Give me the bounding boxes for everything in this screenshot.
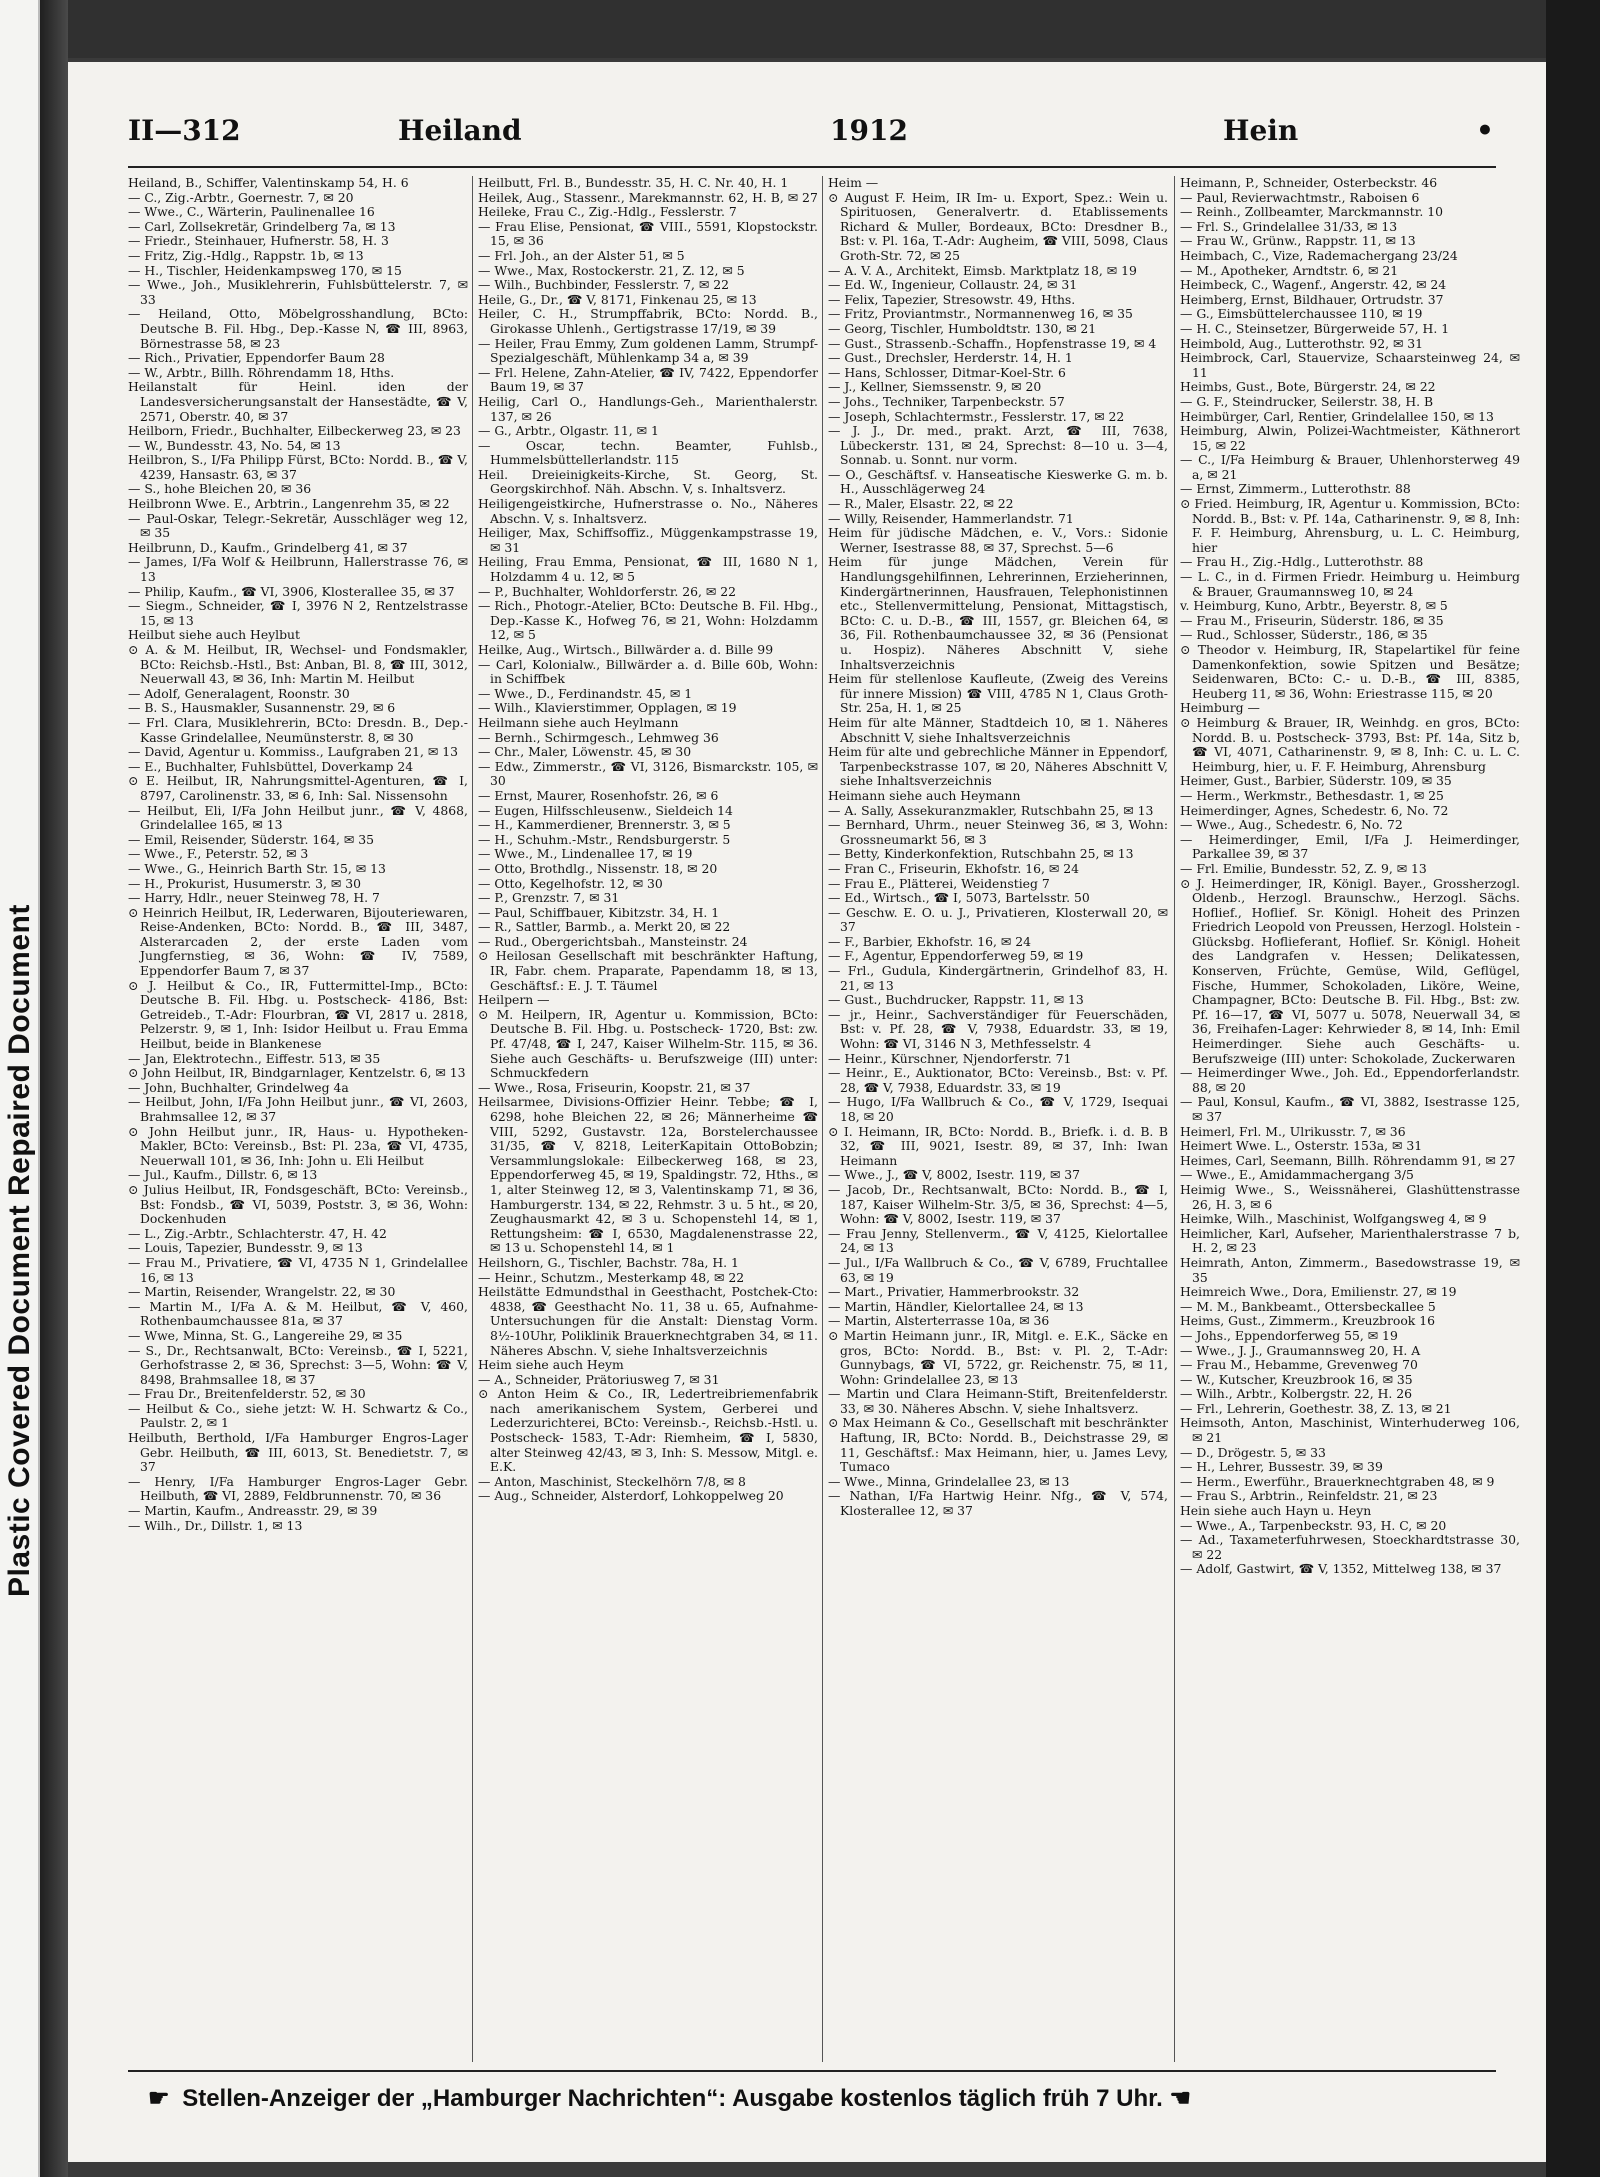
directory-entry: — Carl, Zollsekretär, Grindelberg 7a, ✉ 13	[128, 218, 396, 234]
directory-entry: Heiling, Frau Emma, Pensionat, ☎ III, 1680 N 1, Holzdamm 4 u. 12, ✉ 5	[478, 554, 818, 585]
directory-entry: — Heiler, Frau Emmy, Zum goldenen Lamm, Strumpf-Spezialgeschäft, Mühlenkamp 34 a, ✉ 39	[478, 335, 818, 366]
directory-entry: ⊙ Heimburg & Brauer, IR, Weinhdg. en gros, BCto: Nordd. B. u. Postscheck- 3793, Bst: Pf. 14a, Sitz b, ☎ VI, 4071, Catharinenstr. 9, ✉ 8, Inh: C. u. L. C. Heimburg, hier, u. F. F. Heimburg, Ahrensburg	[1180, 714, 1520, 774]
directory-entry: Heim für alte Männer, Stadtdeich 10, ✉ 1. Näheres Abschnitt V, siehe Inhaltsverzeichnis	[828, 714, 1168, 745]
directory-entry: — Frl., Gudula, Kindergärtnerin, Grindelhof 83, H. 21, ✉ 13	[828, 963, 1168, 993]
repair-tape-strip	[0, 0, 40, 2177]
directory-entry: — Heinr., E., Auktionator, BCto: Vereinsb., Bst: v. Pf. 28, ☎ V, 7938, Eduardstr. 33, ✉ 19	[828, 1065, 1168, 1095]
left-keyword: Heiland	[398, 114, 522, 147]
directory-entry: — Harry, Hdlr., neuer Steinweg 78, H. 7	[128, 890, 380, 906]
directory-entry: — Siegm., Schneider, ☎ I, 3976 N 2, Rentzelstrasse 15, ✉ 13	[128, 598, 468, 628]
directory-entry: — Gust., Strassenb.-Schaffn., Hopfenstrasse 19, ✉ 4	[828, 335, 1157, 351]
directory-entry: — H., Tischler, Heidenkampsweg 170, ✉ 15	[128, 262, 402, 278]
directory-entry: — Otto, Brothdlg., Nissenstr. 18, ✉ 20	[478, 860, 718, 876]
directory-entry: — Wwe., J. J., Graumannsweg 20, H. A	[1180, 1342, 1421, 1358]
directory-entry: Heimburg —	[1180, 700, 1260, 716]
column-1	[128, 176, 468, 2066]
directory-entry: — Ed., Wirtsch., ☎ I, 5073, Bartelsstr. 50	[828, 890, 1090, 906]
directory-entry: — R., Maler, Elsastr. 22, ✉ 22	[828, 496, 1014, 512]
directory-entry: — Martin M., I/Fa A. & M. Heilbut, ☎ V, 460, Rothenbaumchaussee 81a, ✉ 37	[128, 1298, 468, 1329]
directory-entry: Heimbeck, C., Wagenf., Angerstr. 42, ✉ 24	[1180, 277, 1447, 293]
directory-entry: Heilke, Aug., Wirtsch., Billwärder a. d. Bille 99	[478, 642, 774, 657]
directory-entry: — Bernh., Schirmgesch., Lehmweg 36	[478, 729, 719, 745]
directory-entry: — Heimerdinger Wwe., Joh. Ed., Eppendorferlandstr. 88, ✉ 20	[1180, 1065, 1520, 1095]
directory-entry: — Frau Jenny, Stellenverm., ☎ V, 4125, Kielortallee 24, ✉ 13	[828, 1225, 1168, 1256]
directory-entry: Heimer, Gust., Barbier, Süderstr. 109, ✉ 35	[1180, 773, 1452, 789]
directory-entry: Heiligengeistkirche, Hufnerstrasse o. No., Näheres Abschn. V, s. Inhaltsverz.	[478, 496, 818, 526]
year: 1912	[830, 114, 908, 147]
directory-entry: — Heilbut, John, I/Fa John Heilbut junr., ☎ VI, 2603, Brahmsallee 12, ✉ 37	[128, 1094, 468, 1124]
directory-entry: — Wwe., E., Amidammachergang 3/5	[1180, 1167, 1414, 1183]
directory-entry: Heilanstalt für Heinl. iden der Landesversicherungsanstalt der Hansestädte, ☎ V, 2571, Oberstr. 40, ✉ 37	[128, 379, 468, 424]
directory-entry: Heim für jüdische Mädchen, e. V., Vors.: Sidonie Werner, Isestrasse 88, ✉ 37, Sprechst. 5—6	[828, 525, 1168, 555]
directory-entry: — Heinr., Kürschner, Njendorferstr. 71	[828, 1050, 1072, 1066]
directory-entry: — Jul., Kaufm., Dillstr. 6, ✉ 13	[128, 1167, 318, 1183]
directory-entry: — W., Kutscher, Kreuzbrook 16, ✉ 35	[1180, 1371, 1413, 1387]
directory-entry: — Rud., Obergerichtsbah., Mansteinstr. 24	[478, 933, 748, 949]
directory-entry: — Paul-Oskar, Telegr.-Sekretär, Ausschläger weg 12, ✉ 35	[128, 510, 468, 541]
directory-entry: ⊙ August F. Heim, IR Im- u. Export, Spez.: Wein u. Spirituosen, Generalvertr. d. Etablissements Richard & Muller, Bordeaux, BCto: Dresdner B., Bst: v. Pl. 16a, T.-Adr: Augheim, ☎ VIII, 5098, Claus Groth-Str. 72, ✉ 25	[828, 189, 1168, 263]
directory-entry: — Fritz, Proviantmstr., Normannenweg 16, ✉ 35	[828, 306, 1133, 322]
directory-entry: — Frau S., Arbtrin., Reinfeldstr. 21, ✉ 23	[1180, 1488, 1438, 1504]
directory-entry: ⊙ Anton Heim & Co., IR, Ledertreibriemenfabrik nach amerikanischem System, Gerberei und Lederzurichterei, BCto: Vereinsb.-, Reichsb.-Hstl. u. Postscheck- 1583, T.-Adr: Riemheim, ☎ I, 5830, alter Steinweg 42/43, ✉ 3, Inh: S. Messow, Mitgl. e. E.K.	[478, 1386, 818, 1475]
directory-entry: Heiliger, Max, Schiffsoffiz., Müggenkampstrasse 19, ✉ 31	[478, 525, 818, 555]
directory-entry: — A. V. A., Architekt, Eimsb. Marktplatz 18, ✉ 19	[828, 262, 1137, 278]
directory-entry: — Nathan, I/Fa Hartwig Heinr. Nfg., ☎ V, 574, Klosterallee 12, ✉ 37	[828, 1488, 1168, 1519]
directory-entry: — Martin, Kaufm., Andreasstr. 29, ✉ 39	[128, 1503, 378, 1519]
directory-entry: — Frau W., Grünw., Rappstr. 11, ✉ 13	[1180, 233, 1416, 249]
directory-entry: — Wwe., D., Ferdinandstr. 45, ✉ 1	[478, 685, 693, 701]
directory-entry: — Paul, Konsul, Kaufm., ☎ VI, 3882, Isestrasse 125, ✉ 37	[1180, 1094, 1520, 1124]
directory-entry: — Friedr., Steinhauer, Hufnerstr. 58, H. 3	[128, 233, 389, 249]
directory-entry: — Martin, Alsterterrasse 10a, ✉ 36	[828, 1313, 1050, 1329]
directory-entry: Heileke, Frau C., Zig.-Hdlg., Fesslerstr. 7	[478, 204, 737, 220]
directory-entry: — Hugo, I/Fa Wallbruch & Co., ☎ V, 1729, Isequai 18, ✉ 20	[828, 1094, 1168, 1124]
directory-entry: Heimrath, Anton, Zimmerm., Basedowstrasse 19, ✉ 35	[1180, 1254, 1520, 1285]
directory-entry: — M., Apotheker, Arndtstr. 6, ✉ 21	[1180, 262, 1399, 278]
directory-entry: ⊙ John Heilbut, IR, Bindgarnlager, Kentzelstr. 6, ✉ 13	[128, 1065, 466, 1081]
directory-entry: — Wilh., Dr., Dillstr. 1, ✉ 13	[128, 1517, 303, 1533]
directory-entry: — E., Buchhalter, Fuhlsbüttel, Doverkamp 24	[128, 758, 414, 774]
directory-entry: Heilbutt, Frl. B., Bundesstr. 35, H. C. Nr. 40, H. 1	[478, 176, 789, 190]
directory-entry: — Wwe., Rosa, Friseurin, Koopstr. 21, ✉ 37	[478, 1079, 751, 1095]
directory-entry: — Martin, Händler, Kielortallee 24, ✉ 13	[828, 1298, 1084, 1314]
directory-entry: — Paul, Revierwachtmstr., Raboisen 6	[1180, 189, 1420, 205]
directory-entry: — Adolf, Gastwirt, ☎ V, 1352, Mittelweg 138, ✉ 37	[1180, 1561, 1502, 1577]
directory-entry: — J. J., Dr. med., prakt. Arzt, ☎ III, 7638, Lübeckerstr. 131, ✉ 24, Sprechst: 8—10 u. 3—4, Sonnab. u. Sonnt. nur vorm.	[828, 423, 1168, 468]
directory-entry: ⊙ I. Heimann, IR, BCto: Nordd. B., Briefk. i. d. B. B 32, ☎ III, 9021, Isestr. 89, ✉ 37, Inh: Iwan Heimann	[828, 1123, 1168, 1168]
directory-entry: — G., Eimsbüttelerchaussee 110, ✉ 19	[1180, 306, 1423, 322]
directory-entry: — Wwe., Minna, Grindelallee 23, ✉ 13	[828, 1473, 1070, 1489]
directory-entry: — Frau E., Plätterei, Weidenstieg 7	[828, 875, 1050, 891]
column-divider	[822, 176, 823, 2062]
directory-entry: — Georg, Tischler, Humboldtstr. 130, ✉ 21	[828, 320, 1097, 336]
directory-entry: — Oscar, techn. Beamter, Fuhlsb., Hummelsbüttellerlandstr. 115	[478, 437, 818, 468]
directory-entry: Heimig Wwe., S., Weissnäherei, Glashüttenstrasse 26, H. 3, ✉ 6	[1180, 1181, 1520, 1212]
directory-entry: — Frau Dr., Breitenfelderstr. 52, ✉ 30	[128, 1386, 366, 1402]
directory-entry: — Wwe., G., Heinrich Barth Str. 15, ✉ 13	[128, 860, 386, 876]
column-3	[828, 176, 1168, 2066]
footer-text: Stellen-Anzeiger der „Hamburger Nachrichten“: Ausgabe kostenlos täglich früh 7 Uhr.	[182, 2085, 1163, 2112]
directory-entry: — Heilbut & Co., siehe jetzt: W. H. Schwartz & Co., Paulstr. 2, ✉ 1	[128, 1400, 468, 1431]
directory-entry: — H. C., Steinsetzer, Bürgerweide 57, H. 1	[1180, 320, 1450, 336]
directory-entry: Heimbrock, Carl, Stauervize, Schaarsteinweg 24, ✉ 11	[1180, 350, 1520, 380]
directory-entry: — Frl. Clara, Musiklehrerin, BCto: Dresdn. B., Dep.-Kasse Grindelallee, Neumünsterstr. 8, ✉ 30	[128, 714, 468, 745]
directory-entry: — Frau H., Zig.-Hdlg., Lutterothstr. 88	[1180, 554, 1424, 570]
directory-entry: — S., Dr., Rechtsanwalt, BCto: Vereinsb., ☎ I, 5221, Gerhofstrasse 2, ✉ 36, Sprechst: 3—5, Wohn: ☎ V, 8498, Brahmsallee 18, ✉ 37	[128, 1342, 468, 1387]
directory-entry: v. Heimburg, Kuno, Arbtr., Beyerstr. 8, ✉ 5	[1180, 598, 1448, 614]
directory-entry: Heim für stellenlose Kaufleute, (Zweig des Vereins für innere Mission) ☎ VIII, 4785 N 1, Claus Groth-Str. 25a, H. 1, ✉ 25	[828, 671, 1168, 716]
directory-entry: ⊙ Max Heimann & Co., Gesellschaft mit beschränkter Haftung, IR, BCto: Nordd. B., Deichstrasse 29, ✉ 11, Geschäftsf.: Max Heimann, hier, u. James Levy, Tumaco	[828, 1415, 1168, 1475]
directory-entry: Heimberg, Ernst, Bildhauer, Ortrudstr. 37	[1180, 291, 1444, 307]
directory-entry: — Gust., Drechsler, Herderstr. 14, H. 1	[828, 350, 1073, 366]
directory-entry: — Martin, Reisender, Wrangelstr. 22, ✉ 30	[128, 1284, 396, 1300]
directory-entry: — Joseph, Schlachtermstr., Fesslerstr. 17, ✉ 22	[828, 408, 1125, 424]
directory-entry: — Wwe., A., Tarpenbeckstr. 93, H. C, ✉ 20	[1180, 1517, 1447, 1533]
directory-entry: — Fran C., Friseurin, Ekhofstr. 16, ✉ 24	[828, 860, 1079, 876]
directory-entry: — Frau M., Friseurin, Süderstr. 186, ✉ 35	[1180, 612, 1444, 628]
directory-entry: — Herm., Ewerführ., Brauerknechtgraben 48, ✉ 9	[1180, 1473, 1495, 1489]
directory-entry: — Frl. Joh., an der Alster 51, ✉ 5	[478, 247, 685, 263]
directory-page	[68, 62, 1546, 2162]
column-divider	[1174, 176, 1175, 2062]
directory-entry: Heimann, P., Schneider, Osterbeckstr. 46	[1180, 176, 1438, 190]
directory-entry: — Jacob, Dr., Rechtsanwalt, BCto: Nordd. B., ☎ I, 187, Kaiser Wilhelm-Str. 3/5, ✉ 36, Sprechst: 4—5, Wohn: ☎ V, 8002, Isestr. 119, ✉ 37	[828, 1181, 1168, 1227]
directory-entry: — A., Schneider, Prätoriusweg 7, ✉ 31	[478, 1371, 720, 1387]
directory-entry: ⊙ J. Heimerdinger, IR, Königl. Bayer., Grossherzogl. Oldenb., Herzogl. Braunschw., Herzogl. Sächs. Hoflief., Hoflief. Sr. Königl. Hoheit des Prinzen Friedrich Leopold von Preussen, Herzogl. Holstein - Glücksbg. Hoflieferant, Hoflief. Sr. Königl. Hoheit des Landgrafen v. Hessen; Delikatessen, Konserven, Früchte, Gemüse, Wild, Geflügel, Fische, Hummer, Schokoladen, Liköre, Weine, Champagner, BCto: Deutsche B. Fil. Hbg., Bst: zw. Pf. 16—17, ☎ VI, 5077 u. 5078, Neuerwall 34, ✉ 36, Freihafen-Lager: Kehrwieder 8, ✉ 14, Inh: Emil Heimerdinger. Siehe auch Geschäfts- u. Berufszweige (III) unter: Schokolade, Zuckerwaren	[1180, 875, 1520, 1066]
directory-entry: — Gust., Buchdrucker, Rappstr. 11, ✉ 13	[828, 992, 1084, 1008]
directory-entry: Heilpern —	[478, 992, 550, 1008]
directory-entry: ⊙ John Heilbut junr., IR, Haus- u. Hypotheken-Makler, BCto: Vereinsb., Bst: Pl. 23a, ☎ VI, 4735, Neuerwall 101, ✉ 36, Inh: John u. Eli Heilbut	[128, 1123, 468, 1168]
directory-entry: — O., Geschäftsf. v. Hanseatische Kieswerke G. m. b. H., Ausschlägerweg 24	[828, 466, 1168, 497]
directory-entry: Heilbronn Wwe. E., Arbtrin., Langenrehm 35, ✉ 22	[128, 496, 450, 512]
directory-entry: Heilig, Carl O., Handlungs-Geh., Marienthalerstr. 137, ✉ 26	[478, 393, 818, 424]
directory-entry: — M. M., Bankbeamt., Ottersbeckallee 5	[1180, 1298, 1436, 1314]
directory-entry: — Wwe., C., Wärterin, Paulinenallee 16	[128, 204, 375, 220]
directory-entry: Heimbs, Gust., Bote, Bürgerstr. 24, ✉ 22	[1180, 379, 1436, 395]
directory-entry: — Ernst, Zimmerm., Lutterothstr. 88	[1180, 481, 1411, 497]
directory-entry: Heimert Wwe. L., Osterstr. 153a, ✉ 31	[1180, 1138, 1423, 1154]
directory-entry: — Martin und Clara Heimann-Stift, Breitenfelderstr. 33, ✉ 30. Näheres Abschn. V, siehe Inhaltsverz.	[828, 1386, 1168, 1416]
right-keyword: Hein	[1223, 114, 1299, 147]
directory-entry: Heimbold, Aug., Lutterothstr. 92, ✉ 31	[1180, 335, 1424, 351]
directory-entry: — Wwe., Aug., Schedestr. 6, No. 72	[1180, 817, 1403, 833]
directory-entry: — Frl., Lehrerin, Goethestr. 38, Z. 13, ✉ 21	[1180, 1400, 1452, 1416]
book-binding-shadow	[38, 0, 68, 2177]
directory-entry: — Heiland, Otto, Möbelgrosshandlung, BCto: Deutsche B. Fil. Hbg., Dep.-Kasse N, ☎ III, 8963, Börnestrasse 58, ✉ 23	[128, 306, 468, 351]
directory-entry: — P., Buchhalter, Wohldorferstr. 26, ✉ 22	[478, 583, 737, 599]
header-rule	[128, 166, 1496, 168]
directory-entry: — Wwe., M., Lindenallee 17, ✉ 19	[478, 846, 693, 862]
page-number: II—312	[128, 114, 241, 147]
directory-entry: — Aug., Schneider, Alsterdorf, Lohkoppelweg 20	[478, 1488, 784, 1504]
directory-entry: Heims, Gust., Zimmerm., Kreuzbrook 16	[1180, 1313, 1436, 1329]
directory-entry: Heimsoth, Anton, Maschinist, Winterhuderweg 106, ✉ 21	[1180, 1415, 1520, 1446]
directory-entry: — C., Zig.-Arbtr., Goernestr. 7, ✉ 20	[128, 189, 354, 205]
directory-entry: ⊙ Martin Heimann junr., IR, Mitgl. e. E.K., Säcke en gros, BCto: Nordd. B., Bst: v. Pl. 2, T.-Adr: Gunnybags, ☎ VI, 5722, gr. Reichenstr. 75, ✉ 11, Wohn: Grindelallee 23, ✉ 13	[828, 1327, 1168, 1387]
directory-entry: Heim für alte und gebrechliche Männer in Eppendorf, Tarpenbeckstrasse 107, ✉ 20, Näheres Abschnitt V, siehe Inhaltsverzeichnis	[828, 744, 1168, 789]
directory-entry: ⊙ A. & M. Heilbut, IR, Wechsel- und Fondsmakler, BCto: Reichsb.-Hstl., Bst: Anban, Bl. 8, ☎ III, 3012, Neuerwall 43, ✉ 36, Inh: Martin M. Heilbut	[128, 642, 468, 687]
directory-entry: Heiler, C. H., Strumpffabrik, BCto: Nordd. B., Girokasse Uhlenh., Gertigstrasse 17/19, ✉ 39	[478, 306, 818, 336]
directory-entry: — Eugen, Hilfsschleusenw., Sieldeich 14	[478, 802, 733, 818]
directory-entry: ⊙ E. Heilbut, IR, Nahrungsmittel-Agenturen, ☎ I, 8797, Carolinenstr. 33, ✉ 6, Inh: Sal. Nissensohn	[128, 773, 468, 803]
directory-entry: — Louis, Tapezier, Bundesstr. 9, ✉ 13	[128, 1240, 363, 1256]
directory-entry: — Adolf, Generalagent, Roonstr. 30	[128, 685, 350, 701]
pointing-hand-icon: ☚	[1169, 2085, 1192, 2112]
directory-entry: — David, Agentur u. Kommiss., Laufgraben 21, ✉ 13	[128, 744, 459, 760]
directory-entry: — Bernhard, Uhrm., neuer Steinweg 36, ✉ 3, Wohn: Grossneumarkt 56, ✉ 3	[828, 817, 1168, 847]
directory-entry: Hein siehe auch Hayn u. Heyn	[1180, 1503, 1372, 1519]
directory-entry: — L., Zig.-Arbtr., Schlachterstr. 47, H. 42	[128, 1225, 387, 1241]
directory-entry: — D., Drögestr. 5, ✉ 33	[1180, 1444, 1326, 1460]
directory-entry: — Wilh., Arbtr., Kolbergstr. 22, H. 26	[1180, 1386, 1413, 1402]
directory-entry: ⊙ J. Heilbut & Co., IR, Futtermittel-Imp., BCto: Deutsche B. Fil. Hbg. u. Postscheck- 4186, Bst: Getreideb., T.-Adr: Flourbran, ☎ VI, 2817 u. 2818, Pelzerstr. 9, ✉ 1, Inh: Isidor Heilbut u. Frau Emma Heilbut, beide in Blankenese	[128, 977, 468, 1052]
directory-entry: — Ernst, Maurer, Rosenhofstr. 26, ✉ 6	[478, 787, 719, 803]
directory-entry: — H., Kammerdiener, Brennerstr. 3, ✉ 5	[478, 817, 731, 833]
directory-entry: — Fritz, Zig.-Hdlg., Rappstr. 1b, ✉ 13	[128, 247, 364, 263]
directory-entry: — R., Sattler, Barmb., a. Merkt 20, ✉ 22	[478, 919, 731, 935]
directory-entry: — Frl. Helene, Zahn-Atelier, ☎ IV, 7422, Eppendorfer Baum 19, ✉ 37	[478, 364, 818, 395]
scan-right-edge	[1546, 0, 1600, 2177]
directory-entry: — Heimerdinger, Emil, I/Fa J. Heimerdinger, Parkallee 39, ✉ 37	[1180, 831, 1520, 862]
directory-entry: — C., I/Fa Heimburg & Brauer, Uhlenhorsterweg 49 a, ✉ 21	[1180, 452, 1520, 482]
directory-entry: — Wilh., Buchbinder, Fesslerstr. 7, ✉ 22	[478, 277, 729, 293]
directory-entry: Heilbuth, Berthold, I/Fa Hamburger Engros-Lager Gebr. Heilbuth, ☎ III, 6013, St. Benedietstr. 7, ✉ 37	[128, 1430, 468, 1475]
directory-entry: — Johs., Techniker, Tarpenbeckstr. 57	[828, 393, 1065, 409]
directory-entry: — Betty, Kinderkonfektion, Rutschbahn 25, ✉ 13	[828, 846, 1134, 862]
directory-entry: Heimburg, Alwin, Polizei-Wachtmeister, Käthnerort 15, ✉ 22	[1180, 423, 1520, 453]
directory-entry: — Rud., Schlosser, Süderstr., 186, ✉ 35	[1180, 627, 1428, 643]
directory-entry: Heim siehe auch Heym	[478, 1357, 624, 1373]
directory-entry: Heiland, B., Schiffer, Valentinskamp 54, H. 6	[128, 176, 409, 190]
directory-entry: ⊙ Theodor v. Heimburg, IR, Stapelartikel für feine Damenkonfektion, sowie Spitzen und Besätze; Seidenwaren, BCto: C.- u. D.-B., ☎ III, 8385, Heuberg 11, ✉ 36, Wohn: Eriestrasse 115, ✉ 20	[1180, 642, 1520, 701]
scan-top-edge	[38, 0, 1600, 58]
directory-entry: — Wwe, Minna, St. G., Langereihe 29, ✉ 35	[128, 1327, 403, 1343]
directory-entry: — Reinh., Zollbeamter, Marckmannstr. 10	[1180, 204, 1443, 220]
directory-entry: — Paul, Schiffbauer, Kibitzstr. 34, H. 1	[478, 904, 720, 920]
directory-entry: Heile, G., Dr., ☎ V, 8171, Finkenau 25, ✉ 13	[478, 291, 757, 307]
column-4	[1180, 176, 1520, 2066]
directory-entry: Heilshorn, G., Tischler, Bachstr. 78a, H. 1	[478, 1254, 739, 1270]
directory-entry: — Rich., Photogr.-Atelier, BCto: Deutsche B. Fil. Hbg., Dep.-Kasse K., Hofweg 76, ✉ 21, Wohn: Holzdamm 12, ✉ 5	[478, 598, 818, 643]
directory-entry: Heimerdinger, Agnes, Schedestr. 6, No. 72	[1180, 802, 1449, 818]
directory-entry: — B. S., Hausmakler, Susannenstr. 29, ✉ 6	[128, 700, 396, 716]
directory-entry: — F., Agentur, Eppendorferweg 59, ✉ 19	[828, 948, 1084, 964]
directory-entry: — Ed. W., Ingenieur, Collaustr. 24, ✉ 31	[828, 277, 1078, 293]
directory-entry: — Carl, Kolonialw., Billwärder a. d. Bille 60b, Wohn: in Schiffbek	[478, 656, 818, 687]
directory-entry: Heilbron, S., I/Fa Philipp Fürst, BCto: Nordd. B., ☎ V, 4239, Hansastr. 63, ✉ 37	[128, 452, 468, 482]
directory-entry: — Wwe., J., ☎ V, 8002, Isestr. 119, ✉ 37	[828, 1167, 1081, 1183]
directory-entry: — Hans, Schlosser, Ditmar-Koel-Str. 6	[828, 364, 1066, 380]
directory-entry: — Willy, Reisender, Hammerlandstr. 71	[828, 510, 1074, 526]
directory-entry: — Herm., Werkmstr., Bethesdastr. 1, ✉ 25	[1180, 787, 1444, 803]
directory-entry: — W., Bundesstr. 43, No. 54, ✉ 13	[128, 437, 341, 453]
footer-rule	[128, 2070, 1496, 2072]
footer-advert	[148, 2084, 1488, 2120]
directory-entry: — Henry, I/Fa Hamburger Engros-Lager Gebr. Heilbuth, ☎ VI, 2889, Feldbrunnenstr. 70, ✉ 36	[128, 1473, 468, 1504]
directory-entry: ⊙ Heilosan Gesellschaft mit beschränkter Haftung, IR, Fabr. chem. Praparate, Papendamm 18, ✉ 13, Geschäftsf.: E. J. T. Täumel	[478, 948, 818, 993]
directory-entry: Heimann siehe auch Heymann	[828, 787, 1021, 803]
directory-entry: — A. Sally, Assekuranzmakler, Rutschbahn 25, ✉ 13	[828, 802, 1154, 818]
tape-label: Plastic Covered Document Repaired Document	[3, 904, 36, 1597]
column-2	[478, 176, 818, 2066]
directory-entry: Heimlicher, Karl, Aufseher, Marienthalerstrasse 7 b, H. 2, ✉ 23	[1180, 1225, 1520, 1256]
directory-entry: — Frau M., Hebamme, Grevenweg 70	[1180, 1357, 1418, 1373]
directory-entry: — Chr., Maler, Löwenstr. 45, ✉ 30	[478, 744, 692, 760]
directory-entry: Heil. Dreieinigkeits-Kirche, St. Georg, St. Georgskirchhof. Näh. Abschn. V, s. Inhaltsverz.	[478, 466, 818, 497]
directory-entry: Heimreich Wwe., Dora, Emilienstr. 27, ✉ 19	[1180, 1284, 1457, 1300]
directory-entry: — Edw., Zimmerstr., ☎ VI, 3126, Bismarckstr. 105, ✉ 30	[478, 758, 818, 789]
directory-entry: Heilborn, Friedr., Buchhalter, Eilbeckerweg 23, ✉ 23	[128, 423, 461, 439]
directory-entry: — G., Arbtr., Olgastr. 11, ✉ 1	[478, 423, 659, 439]
directory-entry: Heilsarmee, Divisions-Offizier Heinr. Tebbe; ☎ I, 6298, hohe Bleichen 22, ✉ 26; Männerheime ☎ VIII, 5292, Gustavstr. 12a, Borstelerchaussee 31/35, ☎ V, 8218, LeiterKapitain OttoBobzin; Versammlungslokale: Eilbeckerweg 168, ✉ 23, Eppendorferweg 45, ✉ 19, Spaldingstr. 72, Hths., ✉ 1, alter Steinweg 12, ✉ 3, Valentinskamp 71, ✉ 36, Hamburgerstr. 134, ✉ 22, Rehmstr. 3 u. 5 ht., ✉ 20, Zeughausmarkt 42, ✉ 3 u. Schopenstehl 14, ✉ 1, Rettungsheim: ☎ I, 6530, Magdalenenstrasse 22, ✉ 13 u. Schopenstehl 14, ✉ 1	[478, 1094, 818, 1256]
directory-entry: ⊙ Julius Heilbut, IR, Fondsgeschäft, BCto: Vereinsb., Bst: Fondsb., ☎ VI, 5039, Poststr. 3, ✉ 36, Wohn: Dockenhuden	[128, 1181, 468, 1227]
directory-entry: Heimke, Wilh., Maschinist, Wolfgangsweg 4, ✉ 9	[1180, 1211, 1487, 1227]
column-divider	[472, 176, 473, 2062]
directory-entry: — Jan, Elektrotechn., Eiffestr. 513, ✉ 35	[128, 1050, 381, 1066]
directory-entry: Heilek, Aug., Stassenr., Marekmannstr. 62, H. B, ✉ 27	[478, 189, 818, 205]
pointing-hand-icon: ☛	[148, 2085, 170, 2112]
directory-entry: — John, Buchhalter, Grindelweg 4a	[128, 1079, 349, 1095]
directory-entry: — Frl. S., Grindelallee 31/33, ✉ 13	[1180, 218, 1398, 234]
directory-entry: Heilmann siehe auch Heylmann	[478, 714, 679, 730]
directory-entry: — Jul., I/Fa Wallbruch & Co., ☎ V, 6789, Fruchtallee 63, ✉ 19	[828, 1254, 1168, 1285]
directory-entry: Heilbrunn, D., Kaufm., Grindelberg 41, ✉ 37	[128, 539, 408, 555]
directory-entry: — Wwe., Max, Rostockerstr. 21, Z. 12, ✉ 5	[478, 262, 745, 278]
directory-entry: Heim für junge Mädchen, Verein für Handlungsgehilfinnen, Lehrerinnen, Erzieherinnen, Kindergärtnerinnen, Hausfrauen, Telephonistinnen etc., Stellenvermittelung, Pensionat, Mittagstisch, BCto: C. u. D.-B., ☎ III, 1557, gr. Bleichen 64, ✉ 36, Fil. Rothenbaumchaussee 32, ✉ 36 (Pensionat u. Hospiz). Näheres Abschnitt V, siehe Inhaltsverzeichnis	[828, 554, 1168, 672]
directory-entry: — S., hohe Bleichen 20, ✉ 36	[128, 481, 312, 497]
directory-entry: ⊙ Fried. Heimburg, IR, Agentur u. Kommission, BCto: Nordd. B., Bst: v. Pf. 14a, Catharinenstr. 9, ✉ 8, Inh: F. F. Heimburg, Ahrensburg, u. L. C. Heimburg, hier	[1180, 496, 1520, 555]
directory-entry: — Emil, Reisender, Süderstr. 164, ✉ 35	[128, 831, 374, 847]
directory-entry: — Otto, Kegelhofstr. 12, ✉ 30	[478, 875, 663, 891]
directory-entry: — H., Lehrer, Bussestr. 39, ✉ 39	[1180, 1459, 1383, 1475]
directory-entry: ⊙ M. Heilpern, IR, Agentur u. Kommission, BCto: Deutsche B. Fil. Hbg. u. Postscheck- 1720, Bst: zw. Pf. 47/48, ☎ I, 247, Kaiser Wilhelm-Str. 115, ✉ 36. Siehe auch Geschäfts- u. Berufszweige (III) unter: Schmuckfedern	[478, 1006, 818, 1081]
directory-entry: — G. F., Steindrucker, Seilerstr. 38, H. B	[1180, 393, 1434, 409]
directory-entry: — Johs., Eppendorferweg 55, ✉ 19	[1180, 1327, 1398, 1343]
directory-entry: Heim —	[828, 176, 879, 190]
directory-entry: — Mart., Privatier, Hammerbrookstr. 32	[828, 1284, 1080, 1300]
directory-entry: — Ad., Taxameterfuhrwesen, Stoeckhardtstrasse 30, ✉ 22	[1180, 1532, 1520, 1562]
header-dot: •	[1476, 114, 1494, 147]
directory-entry: — Wwe., F., Peterstr. 52, ✉ 3	[128, 846, 309, 862]
directory-entry: — F., Barbier, Ekhofstr. 16, ✉ 24	[828, 933, 1031, 949]
directory-entry: — Wilh., Klavierstimmer, Opplagen, ✉ 19	[478, 700, 737, 716]
directory-entry: — Felix, Tapezier, Stresowstr. 49, Hths.	[828, 291, 1076, 307]
directory-entry: — L. C., in d. Firmen Friedr. Heimburg u. Heimburg & Brauer, Graumannsweg 10, ✉ 24	[1180, 569, 1520, 599]
directory-entry: — J., Kellner, Siemssenstr. 9, ✉ 20	[828, 379, 1042, 395]
directory-entry: Heilstätte Edmundsthal in Geesthacht, Postchek-Cto: 4838, ☎ Geesthacht No. 11, 38 u. 65, Aufnahme-Untersuchungen für die Anstalt: Dienstag Vorm. 8½-10Uhr, Poliklinik Brauerknechtgraben 34, ✉ 11. Näheres Abschn. V, siehe Inhaltsverzeichnis	[478, 1284, 818, 1358]
directory-entry: ⊙ Heinrich Heilbut, IR, Lederwaren, Bijouteriewaren, Reise-Andenken, BCto: Nordd. B., ☎ III, 3487, Alsterarcaden 2, der erste Laden vom Jungfernstieg, ✉ 36, Wohn: ☎ IV, 7589, Eppendorfer Baum 7, ✉ 37	[128, 904, 468, 979]
directory-entry: — Wwe., Joh., Musiklehrerin, Fuhlsbüttelerstr. 7, ✉ 33	[128, 277, 468, 307]
directory-entry: — Rich., Privatier, Eppendorfer Baum 28	[128, 350, 385, 366]
directory-entry: — Frau Elise, Pensionat, ☎ VIII., 5591, Klopstockstr. 15, ✉ 36	[478, 218, 818, 249]
directory-entry: Heimbürger, Carl, Rentier, Grindelallee 150, ✉ 13	[1180, 408, 1494, 424]
directory-entry: — W., Arbtr., Billh. Röhrendamm 18, Hths.	[128, 364, 395, 380]
page-header	[128, 114, 1494, 162]
directory-entry: Heimerl, Frl. M., Ulrikusstr. 7, ✉ 36	[1180, 1123, 1406, 1139]
directory-entry: Heilbut siehe auch Heylbut	[128, 627, 301, 643]
directory-entry: — Philip, Kaufm., ☎ VI, 3906, Klosterallee 35, ✉ 37	[128, 583, 455, 599]
directory-entry: — Anton, Maschinist, Steckelhörn 7/8, ✉ 8	[478, 1473, 746, 1489]
directory-entry: — Geschw. E. O. u. J., Privatieren, Klosterwall 20, ✉ 37	[828, 904, 1168, 935]
directory-entry: — H., Prokurist, Husumerstr. 3, ✉ 30	[128, 875, 362, 891]
directory-entry: Heimbach, C., Vize, Rademachergang 23/24	[1180, 247, 1458, 263]
directory-entry: — Frau M., Privatiere, ☎ VI, 4735 N 1, Grindelallee 16, ✉ 13	[128, 1254, 468, 1285]
directory-entry: — Heilbut, Eli, I/Fa John Heilbut junr., ☎ V, 4868, Grindelallee 165, ✉ 13	[128, 802, 468, 833]
directory-entry: Heimes, Carl, Seemann, Billh. Röhrendamm 91, ✉ 27	[1180, 1152, 1516, 1168]
directory-entry: — Heinr., Schutzm., Mesterkamp 48, ✉ 22	[478, 1269, 745, 1285]
directory-entry: — Frl. Emilie, Bundesstr. 52, Z. 9, ✉ 13	[1180, 860, 1427, 876]
directory-entry: — James, I/Fa Wolf & Heilbrunn, Hallerstrasse 76, ✉ 13	[128, 554, 468, 585]
directory-entry: — P., Grenzstr. 7, ✉ 31	[478, 890, 620, 906]
directory-entry: — H., Schuhm.-Mstr., Rendsburgerstr. 5	[478, 831, 731, 847]
directory-entry: — jr., Heinr., Sachverständiger für Feuerschäden, Bst: v. Pf. 28, ☎ V, 7938, Eduardstr. 33, ✉ 19, Wohn: ☎ VI, 3146 N 3, Methfesselstr. 4	[828, 1006, 1168, 1052]
